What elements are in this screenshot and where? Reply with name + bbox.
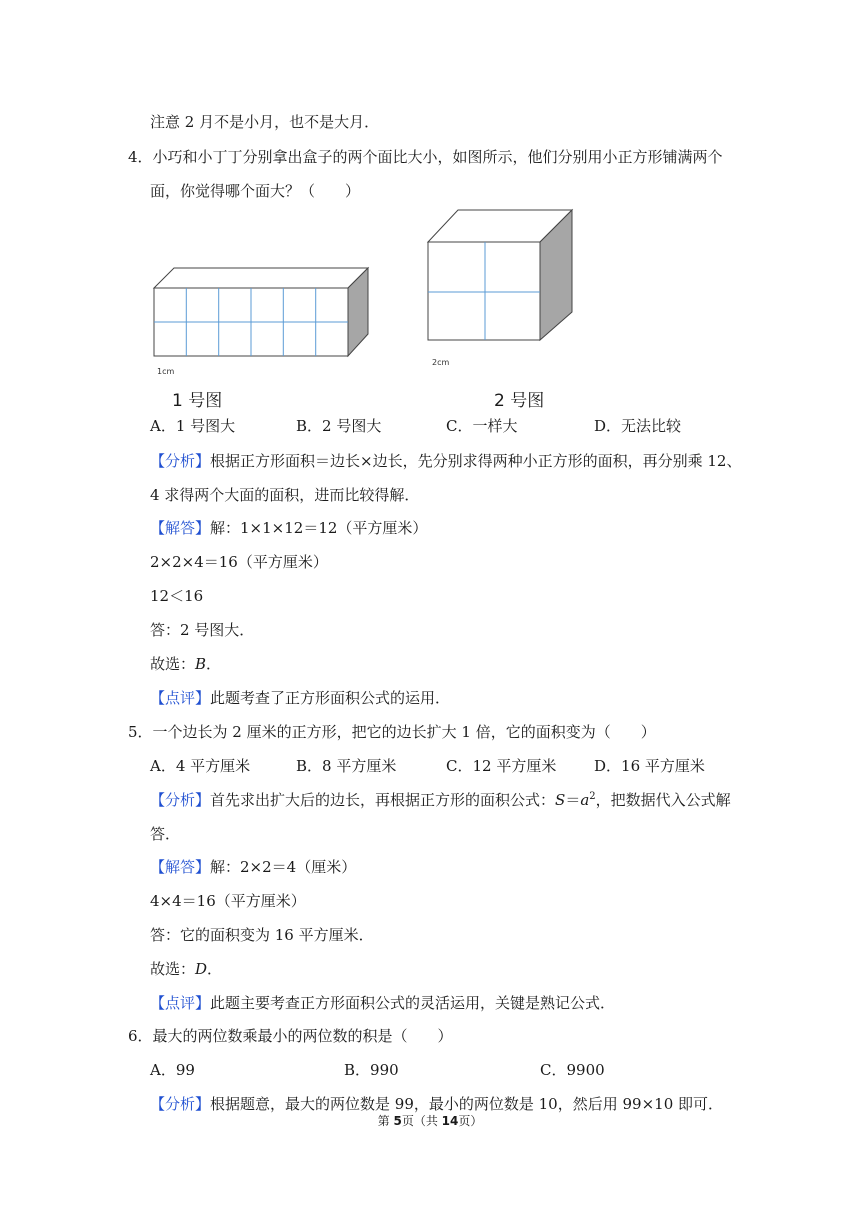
footer-middle: 页（共 [401, 1114, 442, 1128]
q4-option-b: B．2 号图大 [296, 417, 382, 435]
figure-2-box [428, 210, 572, 340]
q5-answer-line2: 4×4＝16（平方厘米） [150, 892, 306, 910]
q4-comment-text: 此题考查了正方形面积公式的运用． [210, 689, 451, 707]
q5-answer-line1 [150, 857, 356, 877]
q5-option-a: A．4 平方厘米 [150, 757, 251, 775]
q4-answer-line2: 2×2×4＝16（平方厘米） [150, 553, 328, 571]
q5-option-b: B．8 平方厘米 [296, 757, 397, 775]
q4-choice [150, 654, 221, 674]
formula-eq: ＝ [565, 791, 581, 809]
footer-total-pages: 14 [441, 1114, 459, 1128]
figure-1-caption: 1 号图 [172, 391, 223, 411]
q5-analysis-line1 [150, 790, 731, 810]
analysis-tag: 【分析】 [150, 791, 211, 809]
q4-answer-text: 解：1×1×12＝12（平方厘米） [210, 519, 428, 537]
figure-1-box [154, 268, 368, 356]
q4-figures [140, 200, 600, 410]
q6-option-b: B．990 [344, 1061, 399, 1079]
q4-answer-line3: 12＜16 [150, 587, 204, 605]
q4-option-a: A．1 号图大 [150, 417, 236, 435]
q4-stem-line2: 面，你觉得哪个面大？（ ） [150, 182, 361, 200]
q6-analysis-text: 根据题意，最大的两位数是 99，最小的两位数是 10，然后用 99×10 即可． [210, 1095, 724, 1113]
figure-2-unit-label: 2cm [432, 358, 450, 367]
formula-s: S [555, 791, 566, 809]
q5-choice [150, 959, 222, 979]
q6-stem: 6．最大的两位数乘最小的两位数的积是（ ） [128, 1027, 453, 1045]
answer-tag: 【解答】 [150, 858, 211, 876]
q5-stem: 5．一个边长为 2 厘米的正方形，把它的边长扩大 1 倍，它的面积变为（ ） [128, 723, 656, 741]
choice-prefix: 故选： [150, 655, 196, 673]
figure-1-unit-label: 1cm [157, 367, 175, 376]
choice-suffix: ． [207, 960, 223, 978]
q5-comment [150, 993, 615, 1013]
footer-suffix: 页） [458, 1114, 483, 1128]
q4-option-d: D．无法比较 [594, 417, 682, 435]
q5-option-c: C．12 平方厘米 [446, 757, 557, 775]
footer-page-number: 5 [393, 1114, 402, 1128]
analysis-tag: 【分析】 [150, 452, 211, 470]
q6-option-a: A．99 [150, 1061, 195, 1079]
q4-analysis-line2: 4 求得两个大面的面积，进而比较得解． [150, 486, 420, 504]
q4-comment [150, 688, 450, 708]
q4-answer-line1 [150, 518, 427, 538]
q5-analysis-line2: 答． [150, 825, 181, 843]
q4-option-c: C．一样大 [446, 417, 518, 435]
q5-answer-text: 解：2×2＝4（厘米） [210, 858, 357, 876]
comment-tag: 【点评】 [150, 994, 211, 1012]
q6-option-c: C．9900 [540, 1061, 605, 1079]
q5-answer-line3: 答：它的面积变为 16 平方厘米． [150, 926, 374, 944]
choice-prefix: 故选： [150, 960, 196, 978]
q4-stem-line1: 4．小巧和小丁丁分别拿出盒子的两个面比大小，如图所示，他们分别用小正方形铺满两个 [128, 148, 723, 166]
q4-analysis-text: 根据正方形面积＝边长×边长，先分别求得两种小正方形的面积，再分别乘 12、 [210, 452, 742, 470]
top-note: 注意 2 月不是小月，也不是大月． [150, 113, 380, 131]
q4-answer-line4: 答：2 号图大． [150, 621, 255, 639]
answer-tag: 【解答】 [150, 519, 211, 537]
page-footer [0, 1113, 860, 1129]
comment-tag: 【点评】 [150, 689, 211, 707]
choice-suffix: ． [206, 655, 222, 673]
footer-prefix: 第 [377, 1114, 394, 1128]
choice-letter: D [195, 960, 208, 978]
formula-a: a [580, 791, 590, 809]
q5-comment-text: 此题主要考查正方形面积公式的灵活运用，关键是熟记公式． [210, 994, 616, 1012]
choice-letter: B [195, 655, 207, 673]
figure-2-caption: 2 号图 [494, 391, 545, 411]
q5-analysis-text: 首先求出扩大后的边长，再根据正方形的面积公式： [210, 791, 556, 809]
formula-exponent: 2 [589, 791, 596, 802]
q5-option-d: D．16 平方厘米 [594, 757, 705, 775]
analysis-tag: 【分析】 [150, 1095, 211, 1113]
q4-analysis-line1 [150, 451, 741, 471]
q6-analysis [150, 1094, 723, 1114]
q5-analysis-text-post: ，把数据代入公式解 [595, 791, 731, 809]
